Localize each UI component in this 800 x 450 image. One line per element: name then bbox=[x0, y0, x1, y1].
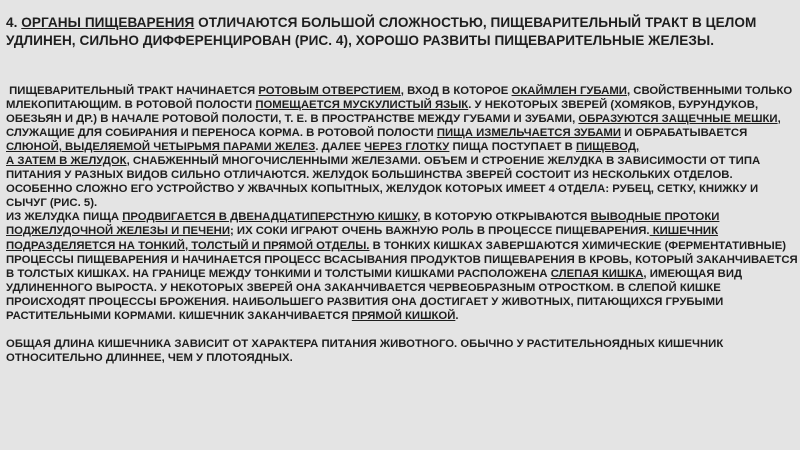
underlined-term: ПИЩЕВОД, bbox=[575, 141, 640, 154]
underlined-term: ОБРАЗУЮТСЯ ЗАЩЕЧНЫЕ МЕШКИ bbox=[578, 113, 778, 126]
text-run: В ТОНКИХ КИШКАХ ЗАВЕРШАЮТСЯ ХИМИЧЕСКИЕ (ФЕРМЕНТАТИВНЫЕ) ПРОЦЕССЫ ПИЩЕВАРЕНИЯ И НАЧИНАЕТСЯ ПРОЦЕСС ВСАСЫВАНИЯ ПРОДУКТОВ ПИЩЕВАРЕНИЯ В КРОВЬ, КОТОРЫЙ ЗАКАНЧИВАЕТСЯ В ТОЛСТЫХ КИШКАХ. НА ГРАНИЦЕ МЕЖДУ ТОНКИМИ И ТОЛСТЫМИ КИШКАМИ РАСПОЛОЖЕНА bbox=[6, 239, 798, 280]
text-run: И ОБРАБАТЫВАЕТСЯ bbox=[621, 127, 748, 140]
text-run: , СНАБЖЕННЫЙ МНОГОЧИСЛЕННЫМИ ЖЕЛЕЗАМИ. ОБЪЕМ И СТРОЕНИЕ ЖЕЛУДКА В ЗАВИСИМОСТИ ОТ ТИПА ПИТАНИЯ У РАЗНЫХ ВИДОВ СИЛЬНО ОТЛИЧАЮТСЯ. ЖЕЛУДОК БОЛЬШИНСТВА ЗВЕРЕЙ СОСТОИТ ИЗ НЕСКОЛЬКИХ ОТДЕЛОВ. ОСОБЕННО СЛОЖНО ЕГО УСТРОЙСТВО У ЖВАЧНЫХ КОПЫТНЫХ, ЖЕЛУДОК КОТОРЫХ ИМЕЕТ 4 ОТДЕЛА: РУБЕЦ, СЕТКУ, КНИЖКУ И СЫЧУГ (РИС. 5). bbox=[6, 155, 761, 210]
text-run: ; ИХ СОКИ ИГРАЮТ ОЧЕНЬ ВАЖНУЮ РОЛЬ В ПРОЦЕССЕ ПИЩЕВАРЕНИЯ. bbox=[229, 225, 650, 238]
paragraph-intestine bbox=[6, 210, 798, 322]
underlined-term: ПРЯМОЙ КИШКОЙ bbox=[351, 309, 456, 322]
text-run: , ИМЕЮЩАЯ ВИД УДЛИНЕННОГО ВЫРОСТА. У НЕКОТОРЫХ ЗВЕРЕЙ ОНА ЗАКАНЧИВАЕТСЯ ЧЕРВЕОБРАЗНЫМ ОТРОСТКОМ. В СЛЕПОЙ КИШКЕ ПРОИСХОДЯТ ПРОЦЕССЫ БРОЖЕНИЯ. НАИБОЛЬШЕГО РАЗВИТИЯ ОНА ДОСТИГАЕТ У ЖИВОТНЫХ, ПИТАЮЩИХСЯ ГРУБЫМИ РАСТИТЕЛЬНЫМИ КОРМАМИ. КИШЕЧНИК ЗАКАНЧИВАЕТСЯ bbox=[6, 267, 743, 322]
underlined-term: КИШЕЧНИК ПОДРАЗДЕЛЯЕТСЯ НА ТОНКИЙ, ТОЛСТЫЙ И ПРЯМОЙ ОТДЕЛЫ. bbox=[6, 225, 719, 252]
underlined-term: ПОМЕЩАЕТСЯ МУСКУЛИСТЫЙ ЯЗЫК bbox=[255, 99, 469, 112]
underlined-term: ПРОДВИГАЕТСЯ В ДВЕНАДЦАТИПЕРСТНУЮ КИШКУ bbox=[122, 211, 418, 224]
text-run: , ВХОД В КОТОРОЕ bbox=[400, 85, 512, 97]
text-run: , СЛУЖАЩИЕ ДЛЯ СОБИРАНИЯ И ПЕРЕНОСА КОРМА. В РОТОВОЙ ПОЛОСТИ bbox=[6, 113, 781, 140]
paragraph-intestine-length: ОБЩАЯ ДЛИНА КИШЕЧНИКА ЗАВИСИТ ОТ ХАРАКТЕРА ПИТАНИЯ ЖИВОТНОГО. ОБЫЧНО У РАСТИТЕЛЬНОЯДНЫХ КИШЕЧНИК ОТНОСИТЕЛЬНО ДЛИННЕЕ, ЧЕМ У ПЛОТОЯДНЫХ. bbox=[6, 337, 724, 364]
heading-text: ОТЛИЧАЮТСЯ БОЛЬШОЙ СЛОЖНОСТЬЮ, ПИЩЕВАРИТЕЛЬНЫЙ ТРАКТ В ЦЕЛОМ УДЛИНЕН, СИЛЬНО ДИФФЕРЕНЦИРОВАН (РИС. 4), ХОРОШО РАЗВИТЫ ПИЩЕВАРИТЕЛЬНЫЕ ЖЕЛЕЗЫ. bbox=[6, 15, 757, 49]
text-run: , В КОТОРУЮ ОТКРЫВАЮТСЯ bbox=[417, 211, 591, 224]
text-run: . bbox=[455, 309, 459, 322]
heading-number: 4. bbox=[6, 15, 22, 30]
text-run: ПИЩЕВАРИТЕЛЬНЫЙ ТРАКТ НАЧИНАЕТСЯ bbox=[9, 85, 259, 97]
underlined-term: РОТОВЫМ ОТВЕРСТИЕМ bbox=[258, 85, 401, 97]
underlined-term: СЛЕПАЯ КИШКА bbox=[550, 267, 644, 280]
underlined-term: ВЫВОДНЫЕ ПРОТОКИ ПОДЖЕЛУДОЧНОЙ ЖЕЛЕЗЫ И ПЕЧЕНИ bbox=[6, 211, 720, 238]
underlined-term: А ЗАТЕМ В ЖЕЛУДОК bbox=[6, 155, 127, 168]
slide-body bbox=[6, 84, 798, 365]
text-run: ИЗ ЖЕЛУДКА ПИЩА bbox=[6, 211, 123, 224]
text-run: . ДАЛЕЕ bbox=[315, 141, 365, 154]
slide-heading bbox=[6, 14, 791, 51]
text-run: ПИЩА ПОСТУПАЕТ В bbox=[449, 141, 576, 154]
paragraph-mouth-stomach bbox=[6, 84, 798, 210]
heading-term: ОРГАНЫ ПИЩЕВАРЕНИЯ bbox=[21, 15, 195, 30]
underlined-term: ОКАЙМЛЕН ГУБАМИ bbox=[511, 85, 627, 97]
underlined-term: ЧЕРЕЗ ГЛОТКУ bbox=[364, 141, 450, 154]
paragraph-spacer bbox=[6, 323, 798, 337]
underlined-term: ПИЩА ИЗМЕЛЬЧАЕТСЯ ЗУБАМИ bbox=[436, 127, 622, 140]
underlined-term: СЛЮНОЙ, ВЫДЕЛЯЕМОЙ ЧЕТЫРЬМЯ ПАРАМИ ЖЕЛЕЗ bbox=[6, 141, 316, 154]
text-run: . У НЕКОТОРЫХ ЗВЕРЕЙ (ХОМЯКОВ, БУРУНДУКОВ, ОБЕЗЬЯН И ДР.) В НАЧАЛЕ РОТОВОЙ ПОЛОСТИ, Т. Е. В ПРОСТРАНСТВЕ МЕЖДУ ГУБАМИ И ЗУБАМИ, bbox=[6, 99, 759, 126]
text-run: , СВОЙСТВЕННЫМИ ТОЛЬКО МЛЕКОПИТАЮЩИМ. В РОТОВОЙ ПОЛОСТИ bbox=[6, 85, 793, 112]
